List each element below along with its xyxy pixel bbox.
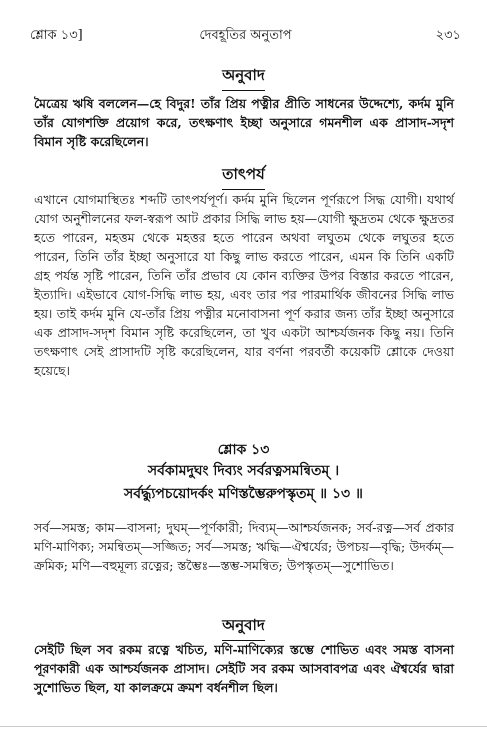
translation-heading-2-text: অনুবাদ [222, 614, 265, 641]
page-header [30, 26, 461, 44]
translation-text-2: সেইটি ছিল সব রকম রত্নে খচিত, মণি-মাণিক্যের স্তম্ভে শোভিত এবং সমস্ত বাসনা পূরণকারী এক আশ্চর্যজনক প্রাসাদ। সেইটি সব রকম আসবাবপত্র এবং ঐশ্বর্যের দ্বারা সুশোভিত ছিল, যা কালক্রমে ক্রমশ বর্ধনশীল ছিল। [34, 642, 454, 695]
translation-heading-text: অনুবাদ [222, 64, 265, 91]
translation-heading [0, 64, 487, 91]
synonyms-text: সর্ব—সমস্ত; কাম—বাসনা; দুঘম্—পূর্ণকারী; দিব্যম্—আশ্চর্যজনক; সর্ব-রত্ন—সর্ব প্রকার মণি-মাণিক্য; সমন্বিতম্—সজ্জিত; সর্ব—সমস্ত; ঋদ্ধি—ঐশ্বর্যের; উপচয়—বৃদ্ধি; উদর্কম্—ক্রমিক; মণি—বহুমূল্য রত্নের; স্তম্ভৈঃ—স্তম্ভ-সমন্বিত; উপস্কৃতম্—সুশোভিত। [34, 520, 454, 573]
translation-paragraph [34, 94, 454, 154]
verse-line-1: সর্বকামদুঘং দিব্যং সর্বরত্নসমন্বিতম্ । [147, 463, 340, 479]
page-bottom-edge [0, 726, 487, 727]
purport-paragraph [34, 190, 454, 390]
synonyms-paragraph [34, 518, 454, 602]
verse-number: শ্লোক ১৩ [217, 442, 270, 458]
verse-line-2: সর্বর্দ্ধ্যুপচয়োদর্কং মণিস্তম্ভৈরুপস্কৃতম্ ॥ ১৩ ॥ [124, 486, 363, 502]
header-chapter-title: দেবহূতির অনুতাপ [199, 28, 292, 43]
header-page-number: ২৩১ [435, 28, 461, 43]
header-verse-ref: শ্লোক ১৩] [30, 28, 83, 43]
purport-text: এখানে যোগমাস্থিতঃ শব্দটি তাৎপর্যপূর্ণ। কর্দম মুনি ছিলেন পূর্ণরূপে সিদ্ধ যোগী। যথার্থ যোগ অনুশীলনের ফল-স্বরূপ আট প্রকার সিদ্ধি লাভ হয়—যোগী ক্ষুদ্রতম থেকে ক্ষুদ্রতর হতে পারেন, মহত্তম থেকে মহত্তর হতে পারেন অথবা লঘুতম থেকে লঘুতর হতে পারেন, তিনি তাঁর ইচ্ছা অনুসারে যা কিছু লাভ করতে পারেন, এমন কি তিনি একটি গ্রহ পর্যন্ত সৃষ্টি পারেন, তিনি তাঁর প্রভাব যে কোন ব্যক্তির উপর বিস্তার করতে পারেন, ইত্যাদি। এইভাবে যোগ-সিদ্ধি লাভ হয়, এবং তার পর পারমার্থিক জীবনের সিদ্ধি লাভ হয়। তাই কর্দম মুনি যে-তাঁর প্রিয় পত্নীর মনোবাসনা পূর্ণ করার জন্য তাঁর ইচ্ছা অনুসারে এক প্রাসাদ-সদৃশ বিমান সৃষ্টি করেছিলেন, তা খুব একটা আশ্চর্যজনক কিছু নয়। তিনি তৎক্ষণাৎ সেই প্রাসাদটি সৃষ্টি করেছিলেন, যার বর্ণনা পরবর্তী কয়েকটি শ্লোকে দেওয়া হয়েছে। [34, 192, 454, 378]
translation-heading-2 [0, 614, 487, 641]
purport-heading [0, 163, 487, 190]
translation-paragraph-2 [34, 640, 454, 710]
purport-heading-text: তাৎপর্য [222, 163, 264, 190]
translation-text: মৈত্রেয় ঋষি বললেন—হে বিদুর! তাঁর প্রিয় পত্নীর প্রীতি সাধনের উদ্দেশ্যে, কর্দম মুনি তাঁর যোগশক্তি প্রয়োগ করে, তৎক্ষণাৎ ইচ্ছা অনুসারে গমনশীল এক প্রাসাদ-সদৃশ বিমান সৃষ্টি করেছিলেন। [34, 96, 454, 149]
